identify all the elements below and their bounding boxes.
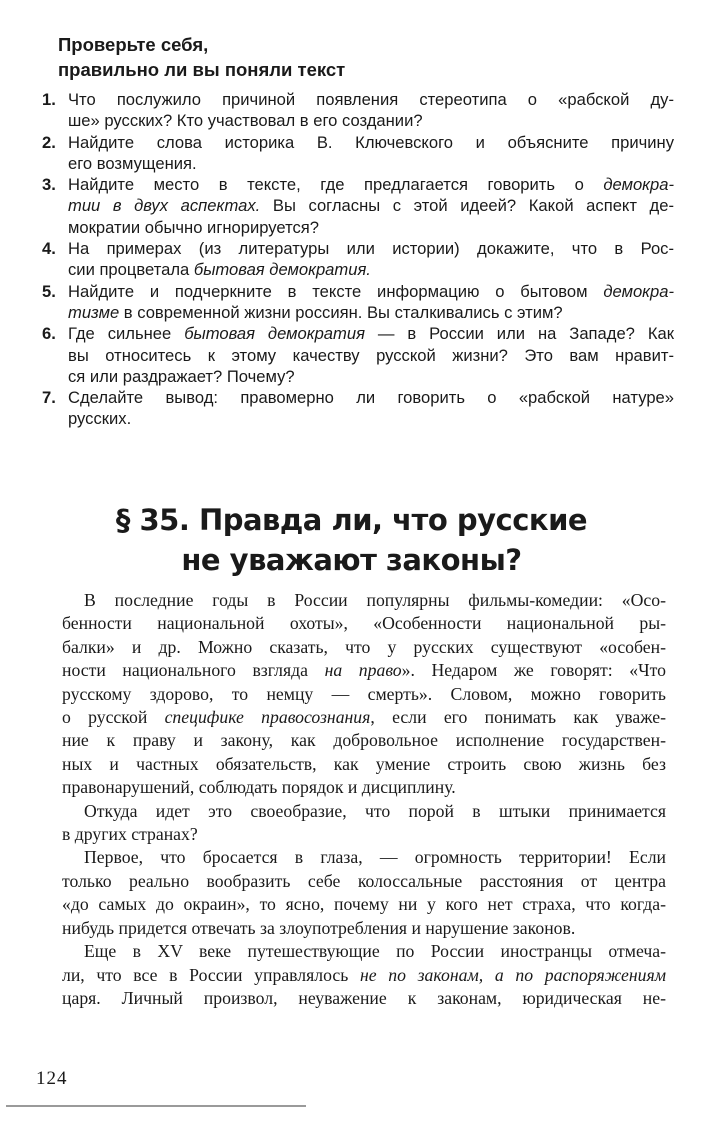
text-line: «до самых до окраин», то ясно, почему ни у кого нет страха, что когда- [62, 894, 666, 915]
question-number: 5. [42, 281, 56, 301]
text-line: русскому здорово, то немцу — смерть». Словом, можно говорить [62, 683, 666, 704]
question-item [34, 89, 674, 132]
paragraph [62, 940, 666, 1010]
text-line: в других странах? [62, 824, 198, 845]
question-number: 4. [42, 239, 56, 259]
question-line: Что послужило причиной появления стереотипа о «рабской ду- [68, 90, 674, 109]
question-line: сии процветала бытовая демократия. [68, 260, 371, 280]
question-line: Найдите и подчеркните в тексте информацию о бытовом демокра- [68, 281, 674, 301]
bottom-rule [6, 1105, 306, 1107]
question-number: 7. [42, 388, 56, 408]
question-line: ше» русских? Кто участвовал в его создании? [68, 111, 423, 131]
section-title-line: § 35. Правда ли, что русские [115, 503, 588, 537]
text-line: ных и частных обязательств, как умение строить свою жизнь без [62, 753, 666, 774]
paragraph [62, 800, 666, 847]
question-line: Найдите слова историка В. Ключевского и объясните причину [68, 132, 674, 152]
text-line: Откуда идет это своеобразие, что порой в штыки принимается [84, 800, 666, 821]
question-line: мократии обычно игнорируется? [68, 217, 320, 237]
question-number: 3. [42, 175, 56, 195]
text-line: о русской специфике правосознания, если его понимать как уваже- [62, 707, 666, 728]
text-line: правонарушений, соблюдать порядок и дисциплину. [62, 777, 456, 798]
question-number: 6. [42, 324, 56, 344]
text-line: только реально вообразить себе колоссальные расстояния от центра [62, 870, 666, 891]
question-item [34, 238, 674, 281]
text-line: Еще в XV веке путешествующие по России иностранцы отмеча- [84, 941, 666, 962]
text-line: нибудь придется отвечать за злоупотребления и нарушение законов. [62, 917, 576, 938]
question-line: тизме в современной жизни россиян. Вы сталкивались с этим? [68, 302, 563, 322]
section-title [0, 500, 703, 580]
question-line: русских. [68, 409, 132, 429]
question-line: вы относитесь к этому качеству русской жизни? Это вам нравит- [68, 345, 674, 365]
question-list [34, 89, 674, 430]
question-line: Где сильнее бытовая демократия — в России или на Западе? Как [68, 324, 674, 344]
text-line: бенности национальной охоты», «Особенности национальной ры- [62, 613, 666, 634]
question-item [34, 174, 674, 238]
question-item [34, 281, 674, 324]
question-line: Сделайте вывод: правомерно ли говорить о «рабской натуре» [68, 388, 674, 408]
check-yourself-heading [58, 32, 345, 82]
page-number: 124 [36, 1068, 68, 1089]
text-line: ности национального взгляда на право». Недаром же говорят: «Что [62, 660, 666, 681]
question-line: Найдите место в тексте, где предлагается говорить о демокра- [68, 175, 674, 195]
question-item [34, 132, 674, 175]
question-number: 2. [42, 132, 56, 152]
question-line: его возмущения. [68, 153, 197, 173]
text-line: ние к праву и закону, как добровольное исполнение государствен- [62, 730, 666, 751]
question-number: 1. [42, 90, 56, 109]
section-title-line: не уважают законы? [181, 543, 522, 577]
paragraph [62, 846, 666, 940]
text-line: балки» и др. Можно сказать, что у русских существуют «особен- [62, 636, 666, 657]
question-line: На примерах (из литературы или истории) докажите, что в Рос- [68, 239, 674, 259]
check-title-line: Проверьте себя, [58, 34, 209, 55]
text-line: ли, что все в России управлялось не по законам, а по распоряжениям [62, 964, 666, 985]
check-title-line: правильно ли вы поняли текст [58, 59, 346, 80]
text-line: В последние годы в России популярны фильмы-комедии: «Осо- [84, 590, 666, 610]
question-item [34, 323, 674, 387]
text-line: царя. Личный произвол, неуважение к законам, юридическая не- [62, 987, 666, 1008]
paragraph [62, 589, 666, 800]
question-line: тии в двух аспектах. Вы согласны с этой идеей? Какой аспект де- [68, 196, 674, 216]
body-text [62, 589, 666, 1010]
question-item [34, 387, 674, 430]
text-line: Первое, что бросается в глаза, — огромность территории! Если [84, 847, 666, 868]
question-line: ся или раздражает? Почему? [68, 366, 295, 386]
